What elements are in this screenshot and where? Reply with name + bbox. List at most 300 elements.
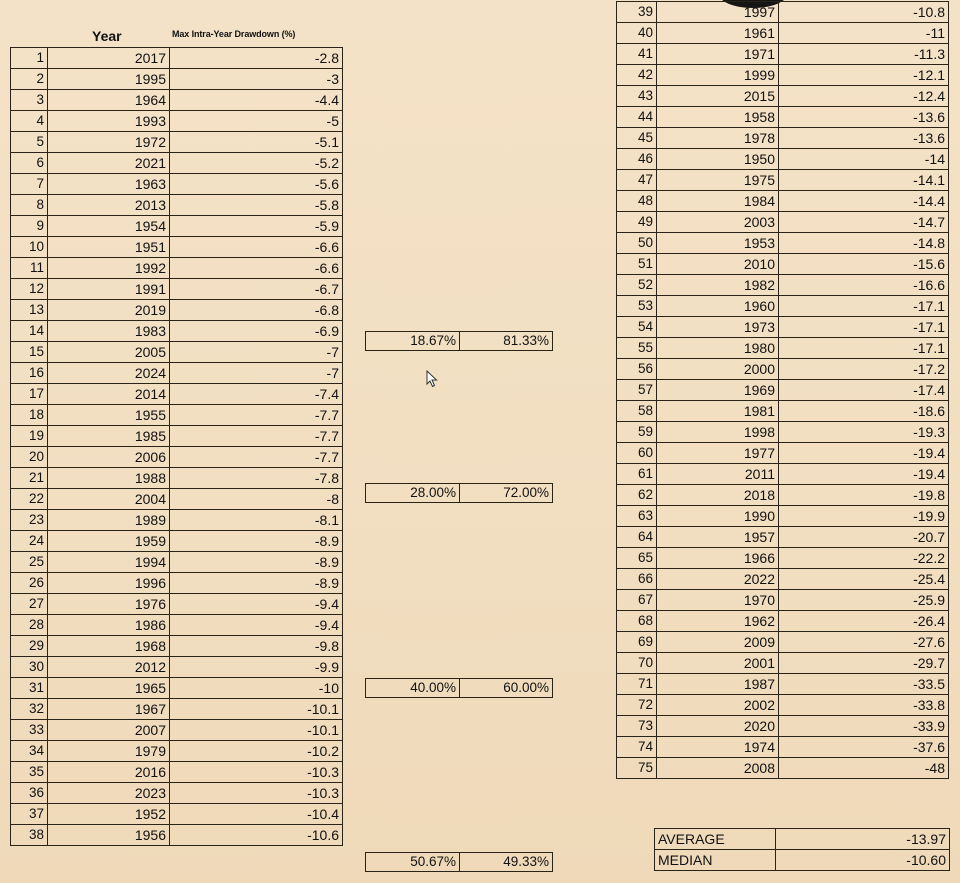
year-cell[interactable]: 1963 [48, 174, 170, 195]
drawdown-cell[interactable]: -10.4 [170, 804, 343, 825]
table-row [11, 573, 343, 594]
year-cell[interactable]: 1982 [657, 275, 779, 296]
year-cell[interactable]: 1990 [657, 506, 779, 527]
drawdown-cell[interactable]: -11.3 [779, 44, 949, 65]
year-cell[interactable]: 2009 [657, 632, 779, 653]
drawdown-cell[interactable]: -19.3 [779, 422, 949, 443]
year-cell[interactable]: 1992 [48, 258, 170, 279]
rank-cell[interactable]: 52 [617, 275, 657, 296]
table-row [617, 632, 949, 653]
year-cell[interactable]: 1976 [48, 594, 170, 615]
table-row [11, 741, 343, 762]
rank-cell[interactable]: 31 [11, 678, 48, 699]
table-row [11, 699, 343, 720]
year-cell[interactable]: 2014 [48, 384, 170, 405]
table-row [11, 825, 343, 846]
year-cell[interactable]: 1999 [657, 65, 779, 86]
table-row [617, 275, 949, 296]
year-cell[interactable]: 1995 [48, 69, 170, 90]
mouse-pointer-icon [426, 370, 438, 388]
drawdown-cell[interactable]: -17.1 [779, 296, 949, 317]
rank-cell[interactable]: 45 [617, 128, 657, 149]
rank-cell[interactable]: 72 [617, 695, 657, 716]
rank-cell[interactable]: 5 [11, 132, 48, 153]
year-cell[interactable]: 2001 [657, 653, 779, 674]
percent-box-row-14[interactable] [365, 331, 553, 351]
drawdown-cell[interactable]: -10.1 [170, 699, 343, 720]
year-cell[interactable]: 1989 [48, 510, 170, 531]
year-cell[interactable]: 1980 [657, 338, 779, 359]
drawdown-cell[interactable]: -33.9 [779, 716, 949, 737]
rank-cell[interactable]: 67 [617, 590, 657, 611]
drawdown-cell[interactable]: -6.6 [170, 237, 343, 258]
average-value[interactable]: -13.97 [776, 829, 950, 850]
drawdown-cell[interactable]: -5.6 [170, 174, 343, 195]
year-cell[interactable]: 1977 [657, 443, 779, 464]
drawdown-cell[interactable]: -14.7 [779, 212, 949, 233]
drawdown-cell[interactable]: -15.6 [779, 254, 949, 275]
year-cell[interactable]: 2017 [48, 48, 170, 69]
year-cell[interactable]: 2024 [48, 363, 170, 384]
drawdown-cell[interactable]: -19.4 [779, 464, 949, 485]
drawdown-cell[interactable]: -37.6 [779, 737, 949, 758]
rank-cell[interactable]: 65 [617, 548, 657, 569]
rank-cell[interactable]: 18 [11, 405, 48, 426]
year-cell[interactable]: 1981 [657, 401, 779, 422]
drawdown-cell[interactable]: -8.9 [170, 573, 343, 594]
year-cell[interactable]: 1997 [657, 2, 779, 23]
rank-cell[interactable]: 28 [11, 615, 48, 636]
drawdown-cell[interactable]: -8.9 [170, 552, 343, 573]
table-row [11, 615, 343, 636]
table-row [11, 111, 343, 132]
drawdown-cell[interactable]: -19.9 [779, 506, 949, 527]
year-cell[interactable]: 1988 [48, 468, 170, 489]
drawdown-cell[interactable]: -17.1 [779, 338, 949, 359]
rank-cell[interactable]: 51 [617, 254, 657, 275]
table-row [11, 132, 343, 153]
year-cell[interactable]: 2002 [657, 695, 779, 716]
drawdown-cell[interactable]: -25.9 [779, 590, 949, 611]
rank-cell[interactable]: 34 [11, 741, 48, 762]
median-row [655, 850, 950, 871]
drawdown-cell[interactable]: -6.8 [170, 300, 343, 321]
drawdown-cell[interactable]: -33.8 [779, 695, 949, 716]
rank-cell[interactable]: 21 [11, 468, 48, 489]
rank-cell[interactable]: 69 [617, 632, 657, 653]
percent-box-left-value[interactable]: 18.67% [366, 332, 460, 350]
year-cell[interactable]: 1979 [48, 741, 170, 762]
table-row [617, 233, 949, 254]
rank-cell[interactable]: 33 [11, 720, 48, 741]
rank-cell[interactable]: 17 [11, 384, 48, 405]
drawdown-cell[interactable]: -10.3 [170, 783, 343, 804]
rank-cell[interactable]: 37 [11, 804, 48, 825]
table-row [617, 590, 949, 611]
year-cell[interactable]: 2000 [657, 359, 779, 380]
year-cell[interactable]: 2010 [657, 254, 779, 275]
table-row [11, 447, 343, 468]
rank-cell[interactable]: 24 [11, 531, 48, 552]
year-cell[interactable]: 1952 [48, 804, 170, 825]
rank-cell[interactable]: 63 [617, 506, 657, 527]
drawdown-cell[interactable]: -10.8 [779, 2, 949, 23]
rank-cell[interactable]: 64 [617, 527, 657, 548]
rank-cell[interactable]: 39 [617, 2, 657, 23]
rank-cell[interactable]: 58 [617, 401, 657, 422]
year-cell[interactable]: 2020 [657, 716, 779, 737]
year-cell[interactable]: 1994 [48, 552, 170, 573]
table-row [617, 191, 949, 212]
year-cell[interactable]: 1951 [48, 237, 170, 258]
table-row [617, 527, 949, 548]
drawdown-cell[interactable]: -14.8 [779, 233, 949, 254]
drawdown-cell[interactable]: -13.6 [779, 128, 949, 149]
table-row [617, 44, 949, 65]
rank-cell[interactable]: 20 [11, 447, 48, 468]
rank-cell[interactable]: 9 [11, 216, 48, 237]
year-cell[interactable]: 1978 [657, 128, 779, 149]
rank-cell[interactable]: 10 [11, 237, 48, 258]
rank-cell[interactable]: 26 [11, 573, 48, 594]
table-row [11, 90, 343, 111]
rank-cell[interactable]: 35 [11, 762, 48, 783]
year-cell[interactable]: 1969 [657, 380, 779, 401]
rank-cell[interactable]: 60 [617, 443, 657, 464]
drawdown-cell[interactable]: -7.4 [170, 384, 343, 405]
table-row [11, 363, 343, 384]
drawdown-cell[interactable]: -22.2 [779, 548, 949, 569]
year-cell[interactable]: 2005 [48, 342, 170, 363]
rank-cell[interactable]: 47 [617, 170, 657, 191]
drawdown-cell[interactable]: -16.6 [779, 275, 949, 296]
year-cell[interactable]: 2006 [48, 447, 170, 468]
median-label[interactable]: MEDIAN [655, 850, 776, 871]
drawdown-cell[interactable]: -5.1 [170, 132, 343, 153]
rank-cell[interactable]: 30 [11, 657, 48, 678]
drawdown-cell[interactable]: -12.1 [779, 65, 949, 86]
table-row [11, 258, 343, 279]
table-row [617, 611, 949, 632]
table-row [617, 464, 949, 485]
year-cell[interactable]: 1983 [48, 321, 170, 342]
year-cell[interactable]: 2008 [657, 758, 779, 779]
rank-cell[interactable]: 1 [11, 48, 48, 69]
rank-cell[interactable]: 50 [617, 233, 657, 254]
year-cell[interactable]: 1972 [48, 132, 170, 153]
year-cell[interactable]: 1993 [48, 111, 170, 132]
table-row [11, 489, 343, 510]
table-row [11, 342, 343, 363]
table-row [11, 300, 343, 321]
drawdown-cell[interactable]: -5.8 [170, 195, 343, 216]
drawdown-cell[interactable]: -5.2 [170, 153, 343, 174]
drawdown-cell[interactable]: -14.4 [779, 191, 949, 212]
table-row [617, 254, 949, 275]
rank-cell[interactable]: 55 [617, 338, 657, 359]
rank-cell[interactable]: 2 [11, 69, 48, 90]
table-row [617, 548, 949, 569]
table-row [617, 569, 949, 590]
year-cell[interactable]: 2023 [48, 783, 170, 804]
year-cell[interactable]: 1996 [48, 573, 170, 594]
year-cell[interactable]: 1998 [657, 422, 779, 443]
rank-cell[interactable]: 36 [11, 783, 48, 804]
drawdown-cell[interactable]: -5 [170, 111, 343, 132]
percent-box-row-30[interactable] [365, 678, 553, 698]
rank-cell[interactable]: 70 [617, 653, 657, 674]
year-cell[interactable]: 1955 [48, 405, 170, 426]
table-row [11, 531, 343, 552]
year-cell[interactable]: 2004 [48, 489, 170, 510]
drawdown-cell[interactable]: -7.7 [170, 426, 343, 447]
drawdown-cell[interactable]: -9.4 [170, 615, 343, 636]
year-cell[interactable]: 1957 [657, 527, 779, 548]
drawdown-cell[interactable]: -8.9 [170, 531, 343, 552]
rank-cell[interactable]: 13 [11, 300, 48, 321]
year-cell[interactable]: 1985 [48, 426, 170, 447]
rank-cell[interactable]: 62 [617, 485, 657, 506]
drawdown-cell[interactable]: -6.7 [170, 279, 343, 300]
rank-cell[interactable]: 8 [11, 195, 48, 216]
year-cell[interactable]: 1962 [657, 611, 779, 632]
rank-cell[interactable]: 29 [11, 636, 48, 657]
drawdown-cell[interactable]: -13.6 [779, 107, 949, 128]
drawdown-cell[interactable]: -3 [170, 69, 343, 90]
drawdown-cell[interactable]: -9.8 [170, 636, 343, 657]
year-cell[interactable]: 1956 [48, 825, 170, 846]
summary-stats-table [654, 828, 950, 871]
drawdown-cell[interactable]: -18.6 [779, 401, 949, 422]
rank-cell[interactable]: 46 [617, 149, 657, 170]
drawdown-cell[interactable]: -33.5 [779, 674, 949, 695]
year-cell[interactable]: 2021 [48, 153, 170, 174]
drawdown-cell[interactable]: -17.1 [779, 317, 949, 338]
year-cell[interactable]: 2011 [657, 464, 779, 485]
rank-cell[interactable]: 27 [11, 594, 48, 615]
table-row [617, 338, 949, 359]
drawdown-cell[interactable]: -8.1 [170, 510, 343, 531]
rank-cell[interactable]: 14 [11, 321, 48, 342]
table-row [11, 510, 343, 531]
rank-cell[interactable]: 56 [617, 359, 657, 380]
drawdown-cell[interactable]: -17.2 [779, 359, 949, 380]
percent-box-left-value[interactable]: 40.00% [366, 679, 460, 697]
rank-cell[interactable]: 71 [617, 674, 657, 695]
year-cell[interactable]: 1961 [657, 23, 779, 44]
drawdown-cell[interactable]: -10 [170, 678, 343, 699]
year-cell[interactable]: 1984 [657, 191, 779, 212]
rank-cell[interactable]: 57 [617, 380, 657, 401]
rank-cell[interactable]: 6 [11, 153, 48, 174]
drawdown-cell[interactable]: -26.4 [779, 611, 949, 632]
year-cell[interactable]: 1964 [48, 90, 170, 111]
drawdown-cell[interactable]: -7.8 [170, 468, 343, 489]
median-value[interactable]: -10.60 [776, 850, 950, 871]
year-cell[interactable]: 2013 [48, 195, 170, 216]
table-row [11, 636, 343, 657]
table-row [617, 23, 949, 44]
table-row [11, 48, 343, 69]
table-row [11, 237, 343, 258]
percent-box-right-value[interactable]: 60.00% [503, 680, 549, 695]
rank-cell[interactable]: 3 [11, 90, 48, 111]
drawdown-cell[interactable]: -6.6 [170, 258, 343, 279]
drawdown-cell[interactable]: -7.7 [170, 447, 343, 468]
rank-cell[interactable]: 16 [11, 363, 48, 384]
table-row [11, 153, 343, 174]
year-cell[interactable]: 1971 [657, 44, 779, 65]
rank-cell[interactable]: 25 [11, 552, 48, 573]
rank-cell[interactable]: 73 [617, 716, 657, 737]
rank-cell[interactable]: 38 [11, 825, 48, 846]
drawdown-cell[interactable]: -5.9 [170, 216, 343, 237]
drawdown-cell[interactable]: -10.1 [170, 720, 343, 741]
year-cell[interactable]: 1987 [657, 674, 779, 695]
table-row [11, 468, 343, 489]
year-cell[interactable]: 1958 [657, 107, 779, 128]
drawdown-cell[interactable]: -12.4 [779, 86, 949, 107]
year-cell[interactable]: 1959 [48, 531, 170, 552]
table-row [617, 758, 949, 779]
rank-cell[interactable]: 54 [617, 317, 657, 338]
drawdown-cell[interactable]: -20.7 [779, 527, 949, 548]
rank-cell[interactable]: 11 [11, 258, 48, 279]
table-row [11, 783, 343, 804]
rank-cell[interactable]: 23 [11, 510, 48, 531]
rank-cell[interactable]: 41 [617, 44, 657, 65]
year-cell[interactable]: 1965 [48, 678, 170, 699]
year-cell[interactable]: 1974 [657, 737, 779, 758]
drawdown-cell[interactable]: -6.9 [170, 321, 343, 342]
rank-cell[interactable]: 75 [617, 758, 657, 779]
year-cell[interactable]: 2019 [48, 300, 170, 321]
rank-cell[interactable]: 68 [617, 611, 657, 632]
table-row [11, 657, 343, 678]
rank-cell[interactable]: 74 [617, 737, 657, 758]
year-cell[interactable]: 1986 [48, 615, 170, 636]
rank-cell[interactable]: 59 [617, 422, 657, 443]
percent-box-right-value[interactable]: 49.33% [503, 854, 549, 869]
percent-box-right-value[interactable]: 81.33% [503, 333, 549, 348]
rank-cell[interactable]: 49 [617, 212, 657, 233]
rank-cell[interactable]: 4 [11, 111, 48, 132]
rank-cell[interactable]: 19 [11, 426, 48, 447]
year-cell[interactable]: 2022 [657, 569, 779, 590]
table-row [11, 426, 343, 447]
table-row [617, 716, 949, 737]
drawdown-cell[interactable]: -10.3 [170, 762, 343, 783]
year-cell[interactable]: 1991 [48, 279, 170, 300]
drawdown-cell[interactable]: -27.6 [779, 632, 949, 653]
drawdown-cell[interactable]: -10.6 [170, 825, 343, 846]
year-cell[interactable]: 1950 [657, 149, 779, 170]
right-drawdown-table [616, 1, 949, 779]
average-label[interactable]: AVERAGE [655, 829, 776, 850]
table-row [617, 653, 949, 674]
year-cell[interactable]: 1953 [657, 233, 779, 254]
rank-cell[interactable]: 40 [617, 23, 657, 44]
drawdown-cell[interactable]: -14 [779, 149, 949, 170]
table-row [617, 149, 949, 170]
drawdown-cell[interactable]: -25.4 [779, 569, 949, 590]
drawdown-cell[interactable]: -4.4 [170, 90, 343, 111]
drawdown-cell[interactable]: -17.4 [779, 380, 949, 401]
year-cell[interactable]: 2003 [657, 212, 779, 233]
table-row [617, 170, 949, 191]
year-cell[interactable]: 1970 [657, 590, 779, 611]
drawdown-cell[interactable]: -14.1 [779, 170, 949, 191]
table-row [11, 405, 343, 426]
rank-cell[interactable]: 44 [617, 107, 657, 128]
percent-box-row-38[interactable] [365, 852, 553, 872]
table-row [617, 65, 949, 86]
year-cell[interactable]: 1966 [657, 548, 779, 569]
year-cell[interactable]: 1954 [48, 216, 170, 237]
table-row [11, 195, 343, 216]
year-cell[interactable]: 1968 [48, 636, 170, 657]
rank-cell[interactable]: 48 [617, 191, 657, 212]
rank-cell[interactable]: 53 [617, 296, 657, 317]
drawdown-cell[interactable]: -7.7 [170, 405, 343, 426]
table-row [617, 485, 949, 506]
drawdown-cell[interactable]: -8 [170, 489, 343, 510]
rank-cell[interactable]: 15 [11, 342, 48, 363]
rank-cell[interactable]: 32 [11, 699, 48, 720]
year-cell[interactable]: 1967 [48, 699, 170, 720]
drawdown-cell[interactable]: -19.8 [779, 485, 949, 506]
year-cell[interactable]: 1975 [657, 170, 779, 191]
table-row [11, 804, 343, 825]
rank-cell[interactable]: 22 [11, 489, 48, 510]
rank-cell[interactable]: 42 [617, 65, 657, 86]
percent-box-right-value[interactable]: 72.00% [503, 485, 549, 500]
drawdown-cell[interactable]: -9.4 [170, 594, 343, 615]
year-cell[interactable]: 2018 [657, 485, 779, 506]
drawdown-cell[interactable]: -9.9 [170, 657, 343, 678]
drawdown-cell[interactable]: -2.8 [170, 48, 343, 69]
rank-cell[interactable]: 7 [11, 174, 48, 195]
percent-box-row-21[interactable] [365, 483, 553, 503]
table-row [11, 720, 343, 741]
year-cell[interactable]: 2007 [48, 720, 170, 741]
drawdown-cell[interactable]: -7 [170, 363, 343, 384]
drawdown-cell[interactable]: -10.2 [170, 741, 343, 762]
year-cell[interactable]: 1960 [657, 296, 779, 317]
year-cell[interactable]: 1973 [657, 317, 779, 338]
percent-box-left-value[interactable]: 28.00% [366, 484, 460, 502]
table-row [11, 552, 343, 573]
drawdown-cell[interactable]: -11 [779, 23, 949, 44]
drawdown-cell[interactable]: -7 [170, 342, 343, 363]
year-cell[interactable]: 2015 [657, 86, 779, 107]
year-cell[interactable]: 2016 [48, 762, 170, 783]
rank-cell[interactable]: 66 [617, 569, 657, 590]
rank-cell[interactable]: 61 [617, 464, 657, 485]
year-cell[interactable]: 2012 [48, 657, 170, 678]
table-row [617, 2, 949, 23]
table-row [617, 506, 949, 527]
table-row [11, 279, 343, 300]
drawdown-cell[interactable]: -48 [779, 758, 949, 779]
rank-cell[interactable]: 43 [617, 86, 657, 107]
percent-box-left-value[interactable]: 50.67% [366, 853, 460, 871]
table-row [11, 678, 343, 699]
drawdown-cell[interactable]: -29.7 [779, 653, 949, 674]
table-row [11, 69, 343, 90]
drawdown-cell[interactable]: -19.4 [779, 443, 949, 464]
rank-cell[interactable]: 12 [11, 279, 48, 300]
